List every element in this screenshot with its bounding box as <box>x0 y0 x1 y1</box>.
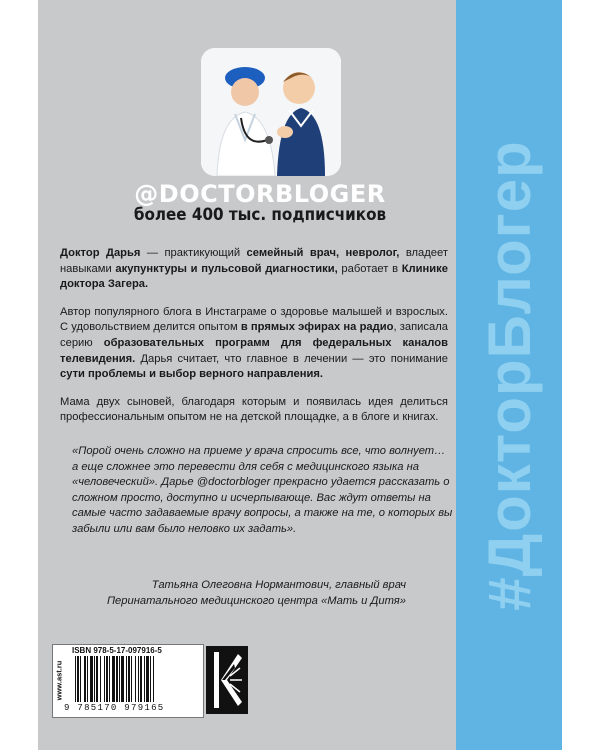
testimonial-quote: «Порой очень сложно на приеме у врача спросить все, что волнует… а еще сложнее это перевести для себя с медицинского языка на «человеческий». Дарье @doctorbloger прекрасно удается рассказать о сложном просто, доступно и исчерпывающе. Вас ждут ответы на самые часто задаваемые врачу вопросы, а также на те, о которых вы забыли или вам было неловко их задать». <box>72 445 453 535</box>
book-spine <box>456 0 562 750</box>
blog-handle: @DOCTORBLOGER <box>134 180 386 208</box>
author-name: Доктор Дарья <box>60 247 141 259</box>
publisher-logo-icon <box>206 646 248 714</box>
publisher-url-box <box>46 652 72 708</box>
description-paragraph-1: Доктор Дарья — практикующий семейный врач, невролог, владеет навыками акупунктуры и пульсовой диагностики, работает в Клинике доктора Загера. <box>60 247 448 291</box>
subscriber-count: более 400 тыс. подписчиков <box>133 205 387 224</box>
author-description <box>60 246 448 438</box>
spine-title: #ДокторБлогер <box>475 139 543 611</box>
barcode <box>75 656 191 702</box>
cover-photo <box>201 48 341 176</box>
barcode-digits: 9 785170 979165 <box>64 703 165 713</box>
testimonial-attribution: Татьяна Олеговна Нормантович, главный врач Перинатального медицинского центра «Мать и Дитя» <box>106 579 406 607</box>
description-paragraph-2: Автор популярного блога в Инстаграме о здоровье малышей и взрослых. С удовольствием делится опытом в прямых эфирах на радио, записала серию образовательных программ для федеральных каналов телевидения. Дарья считает, что главное в лечении — это понимание сути проблемы и выбор верного направления. <box>60 305 448 381</box>
description-paragraph-3: Мама двух сыновей, благодаря которым и появилась идея делиться профессиональным опытом не на детской площадке, а в блоге и книгах. <box>60 395 448 424</box>
publisher-logo <box>206 646 248 714</box>
isbn-label: ISBN 978-5-17-097916-5 <box>72 646 162 655</box>
doctor-and-child-illustration <box>201 48 341 176</box>
publisher-url: www.ast.ru <box>54 660 64 700</box>
